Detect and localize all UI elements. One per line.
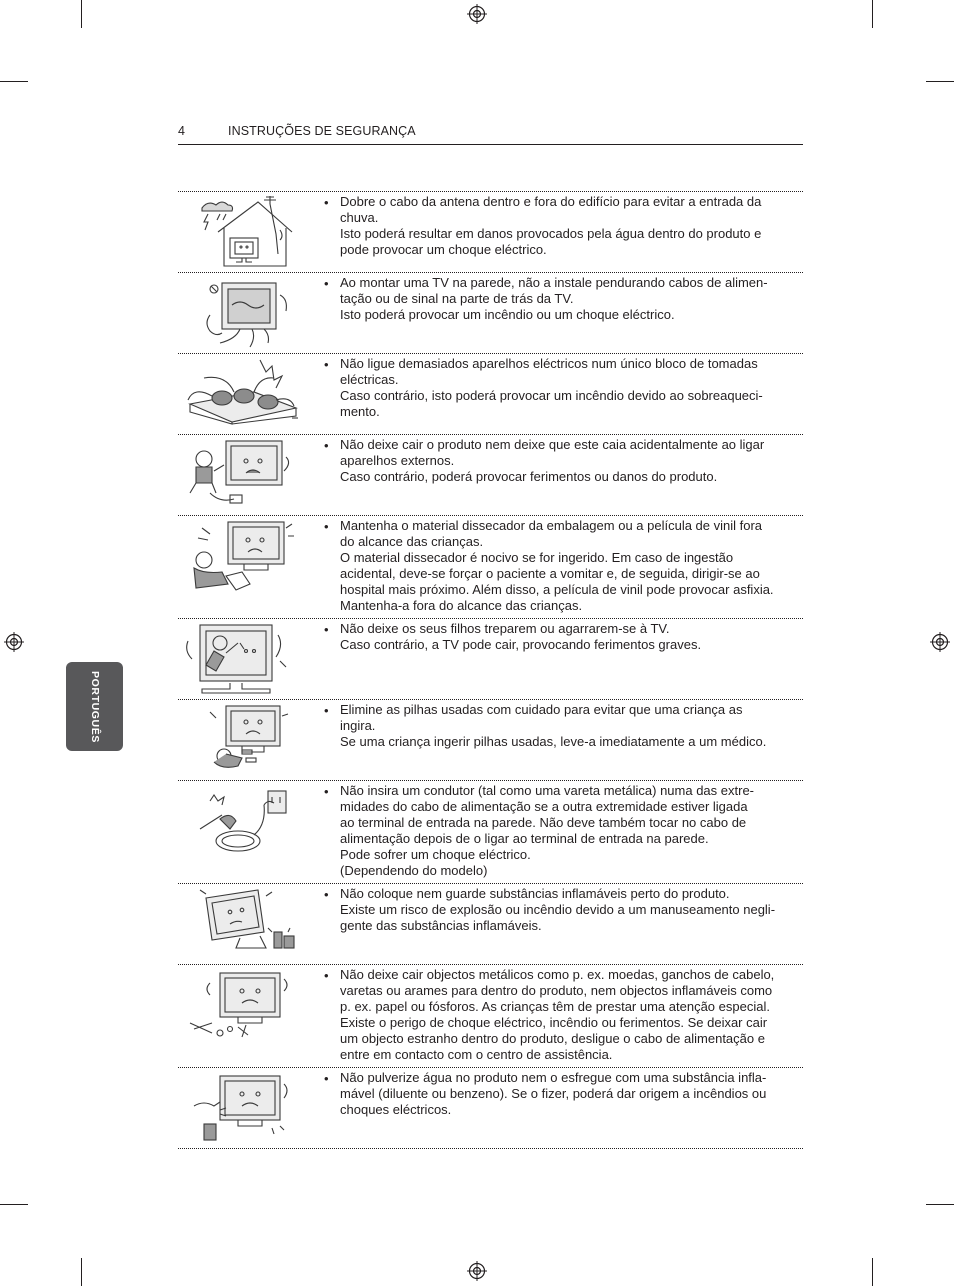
text-line: do alcance das crianças. (340, 534, 484, 549)
language-tab (66, 662, 123, 751)
child-climbing-tv-illustration (180, 621, 298, 697)
language-tab-label: PORTUGUÊS (88, 670, 101, 743)
registration-mark-icon (4, 632, 24, 652)
text-line: (Dependendo do modelo) (340, 863, 488, 878)
bullet: • (324, 195, 329, 210)
bullet: • (324, 438, 329, 453)
list-item (178, 1068, 803, 1149)
list-item (178, 700, 803, 781)
item-text (340, 967, 785, 1063)
text-line: choques eléctricos. (340, 1102, 452, 1117)
text-line: Não coloque nem guarde substâncias inflamáveis perto do produto. (340, 886, 730, 901)
text-line: Dobre o cabo da antena dentro e fora do edifício para evitar a entrada da (340, 194, 762, 209)
item-text (340, 886, 785, 934)
crop-mark (926, 81, 954, 82)
text-line: Isto poderá provocar um incêndio ou um choque eléctrico. (340, 307, 675, 322)
battery-child-illustration (180, 702, 298, 778)
overloaded-power-strip-illustration (180, 356, 298, 432)
text-line: O material dissecador é nocivo se for ingerido. Em caso de ingestão (340, 550, 734, 565)
text-line: Não deixe cair objectos metálicos como p. ex. moedas, ganchos de cabelo, (340, 967, 775, 982)
page-number: 4 (178, 124, 185, 138)
desiccant-vinyl-child-illustration (180, 518, 298, 594)
text-line: p. ex. papel ou fósforos. As crianças têm de prestar uma atenção especial. (340, 999, 770, 1014)
text-line: hospital mais próximo. Além disso, a película de vinil pode provocar asfixia. (340, 582, 774, 597)
list-item (178, 435, 803, 516)
text-line: Pode sofrer um choque eléctrico. (340, 847, 531, 862)
safety-instructions-list (178, 191, 803, 1149)
item-text (340, 518, 785, 614)
text-line: Não deixe os seus filhos treparem ou agarrarem-se à TV. (340, 621, 670, 636)
text-line: ao terminal de entrada na parede. Não deve também tocar no cabo de (340, 815, 747, 830)
water-spray-illustration (180, 1070, 298, 1146)
text-line: eléctricas. (340, 372, 399, 387)
item-text (340, 194, 785, 258)
text-line: Mantenha o material dissecador da embalagem ou a película de vinil fora (340, 518, 763, 533)
text-line: Não ligue demasiados aparelhos eléctricos num único bloco de tomadas (340, 356, 758, 371)
bullet: • (324, 357, 329, 372)
list-item (178, 884, 803, 965)
text-line: ingira. (340, 718, 376, 733)
text-line: mento. (340, 404, 380, 419)
text-line: Não pulverize água no produto nem o esfregue com uma substância infla- (340, 1070, 767, 1085)
list-item (178, 619, 803, 700)
registration-mark-icon (467, 4, 487, 24)
text-line: Isto poderá resultar em danos provocados pela água dentro do produto e (340, 226, 762, 241)
flammable-substances-illustration (180, 886, 298, 962)
list-item (178, 965, 803, 1068)
item-text (340, 1070, 785, 1118)
list-item (178, 516, 803, 619)
antenna-house-illustration (180, 194, 298, 270)
item-text (340, 356, 785, 420)
registration-mark-icon (930, 632, 950, 652)
bullet: • (324, 784, 329, 799)
list-item (178, 781, 803, 884)
text-line: chuva. (340, 210, 379, 225)
metal-rod-outlet-illustration (180, 783, 298, 859)
bullet: • (324, 1071, 329, 1086)
item-text (340, 702, 785, 750)
text-line: Existe um risco de explosão ou incêndio devido a um manuseamento negli- (340, 902, 776, 917)
text-line: Se uma criança ingerir pilhas usadas, leve-a imediatamente a um médico. (340, 734, 767, 749)
bullet: • (324, 622, 329, 637)
crop-mark (0, 1204, 28, 1205)
text-line: Elimine as pilhas usadas com cuidado para evitar que uma criança as (340, 702, 743, 717)
item-text (340, 621, 785, 653)
text-line: Caso contrário, isto poderá provocar um incêndio devido ao sobreaqueci- (340, 388, 763, 403)
text-line: mável (diluente ou benzeno). Se o fizer, poderá dar origem a incêndios ou (340, 1086, 767, 1101)
text-line: Não insira um condutor (tal como uma vareta metálica) numa das extre- (340, 783, 755, 798)
crop-mark (926, 1204, 954, 1205)
metal-objects-illustration (180, 967, 298, 1043)
bullet: • (324, 276, 329, 291)
text-line: Não deixe cair o produto nem deixe que este caia acidentalmente ao ligar (340, 437, 765, 452)
item-text (340, 437, 785, 485)
tv-falling-child-illustration (180, 437, 298, 513)
text-line: gente das substâncias inflamáveis. (340, 918, 542, 933)
registration-mark-icon (467, 1261, 487, 1281)
bullet: • (324, 519, 329, 534)
text-line: Caso contrário, a TV pode cair, provocando ferimentos graves. (340, 637, 702, 652)
text-line: tação ou de sinal na parte de trás da TV. (340, 291, 574, 306)
text-line: entre em contacto com o centro de assistência. (340, 1047, 613, 1062)
text-line: Ao montar uma TV na parede, não a instale pendurando cabos de alimen- (340, 275, 768, 290)
page-header (178, 122, 803, 145)
text-line: um objecto estranho dentro do produto, desligue o cabo de alimentação e (340, 1031, 765, 1046)
text-line: pode provocar um choque eléctrico. (340, 242, 547, 257)
crop-mark (872, 0, 873, 28)
crop-mark (0, 81, 28, 82)
crop-mark (872, 1258, 873, 1286)
item-text (340, 275, 785, 323)
list-item (178, 192, 803, 273)
text-line: acidental, deve-se forçar o paciente a vomitar e, de seguida, dirigir-se ao (340, 566, 760, 581)
text-line: Existe o perigo de choque eléctrico, incêndio ou ferimentos. Se deixar cair (340, 1015, 768, 1030)
text-line: aparelhos externos. (340, 453, 455, 468)
text-line: midades do cabo de alimentação se a outra extremidade estiver ligada (340, 799, 748, 814)
wall-mount-cables-illustration (180, 275, 298, 351)
text-line: alimentação depois de o ligar ao terminal de entrada na parede. (340, 831, 709, 846)
bullet: • (324, 887, 329, 902)
text-line: Caso contrário, poderá provocar ferimentos ou danos do produto. (340, 469, 718, 484)
text-line: Mantenha-a fora do alcance das crianças. (340, 598, 583, 613)
bullet: • (324, 703, 329, 718)
item-text (340, 783, 785, 879)
crop-mark (81, 0, 82, 28)
list-item (178, 273, 803, 354)
list-item (178, 354, 803, 435)
crop-mark (81, 1258, 82, 1286)
section-title: INSTRUÇÕES DE SEGURANÇA (228, 124, 416, 138)
text-line: varetas ou arames para dentro do produto, nem objectos inflamáveis como (340, 983, 773, 998)
bullet: • (324, 968, 329, 983)
